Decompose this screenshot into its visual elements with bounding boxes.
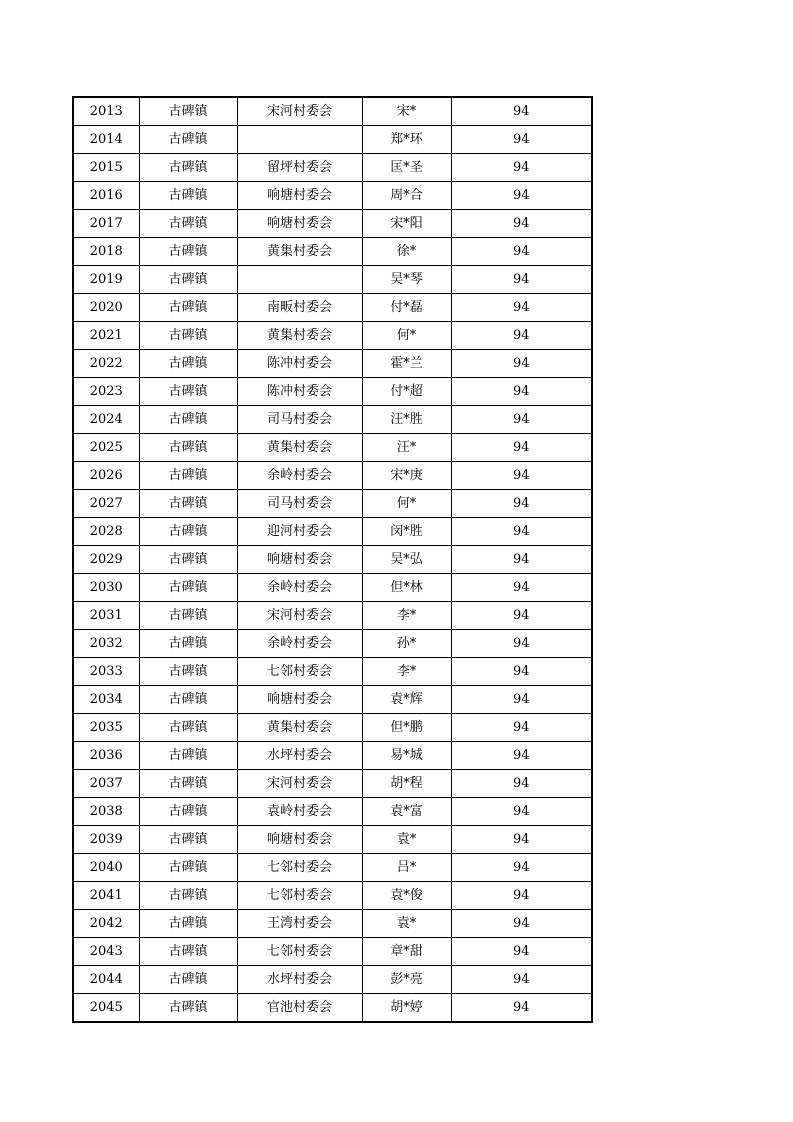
table-row	[73, 97, 592, 126]
table-row	[73, 490, 592, 518]
row-number-cell: 2018	[73, 238, 139, 266]
town-cell: 古碑镇	[139, 602, 237, 630]
score-cell: 94	[451, 574, 592, 602]
row-number-cell: 2031	[73, 602, 139, 630]
table-row	[73, 630, 592, 658]
row-number-cell: 2040	[73, 854, 139, 882]
name-cell: 章*甜	[362, 938, 451, 966]
name-cell: 何*	[362, 490, 451, 518]
row-number-cell: 2013	[73, 97, 139, 126]
town-cell: 古碑镇	[139, 574, 237, 602]
town-cell: 古碑镇	[139, 406, 237, 434]
town-cell: 古碑镇	[139, 322, 237, 350]
name-cell: 袁*	[362, 910, 451, 938]
village-cell: 响塘村委会	[237, 182, 362, 210]
village-cell: 陈冲村委会	[237, 350, 362, 378]
village-cell: 响塘村委会	[237, 826, 362, 854]
name-cell: 易*城	[362, 742, 451, 770]
town-cell: 古碑镇	[139, 266, 237, 294]
town-cell: 古碑镇	[139, 126, 237, 154]
name-cell: 袁*俊	[362, 882, 451, 910]
row-number-cell: 2026	[73, 462, 139, 490]
village-cell: 南畈村委会	[237, 294, 362, 322]
village-cell: 王湾村委会	[237, 910, 362, 938]
row-number-cell: 2042	[73, 910, 139, 938]
score-cell: 94	[451, 994, 592, 1023]
name-cell: 吴*琴	[362, 266, 451, 294]
village-cell: 黄集村委会	[237, 434, 362, 462]
village-cell	[237, 126, 362, 154]
table-row	[73, 182, 592, 210]
town-cell: 古碑镇	[139, 994, 237, 1023]
town-cell: 古碑镇	[139, 854, 237, 882]
score-cell: 94	[451, 406, 592, 434]
row-number-cell: 2032	[73, 630, 139, 658]
town-cell: 古碑镇	[139, 742, 237, 770]
table-row	[73, 854, 592, 882]
town-cell: 古碑镇	[139, 966, 237, 994]
row-number-cell: 2039	[73, 826, 139, 854]
name-cell: 霍*兰	[362, 350, 451, 378]
table-row	[73, 658, 592, 686]
name-cell: 周*合	[362, 182, 451, 210]
row-number-cell: 2045	[73, 994, 139, 1023]
score-cell: 94	[451, 266, 592, 294]
row-number-cell: 2022	[73, 350, 139, 378]
village-cell: 余岭村委会	[237, 462, 362, 490]
name-cell: 徐*	[362, 238, 451, 266]
table-row	[73, 574, 592, 602]
table-row	[73, 210, 592, 238]
row-number-cell: 2030	[73, 574, 139, 602]
row-number-cell: 2017	[73, 210, 139, 238]
village-cell: 七邻村委会	[237, 854, 362, 882]
village-cell: 七邻村委会	[237, 882, 362, 910]
table-row	[73, 546, 592, 574]
score-cell: 94	[451, 97, 592, 126]
name-cell: 李*	[362, 602, 451, 630]
data-table	[72, 96, 593, 1023]
row-number-cell: 2024	[73, 406, 139, 434]
table-row	[73, 518, 592, 546]
row-number-cell: 2038	[73, 798, 139, 826]
name-cell: 袁*	[362, 826, 451, 854]
row-number-cell: 2034	[73, 686, 139, 714]
row-number-cell: 2043	[73, 938, 139, 966]
name-cell: 郑*环	[362, 126, 451, 154]
name-cell: 袁*富	[362, 798, 451, 826]
score-cell: 94	[451, 294, 592, 322]
score-cell: 94	[451, 686, 592, 714]
name-cell: 宋*阳	[362, 210, 451, 238]
name-cell: 宋*	[362, 97, 451, 126]
score-cell: 94	[451, 742, 592, 770]
village-cell: 余岭村委会	[237, 574, 362, 602]
table-row	[73, 742, 592, 770]
name-cell: 吴*弘	[362, 546, 451, 574]
table-row	[73, 686, 592, 714]
name-cell: 但*林	[362, 574, 451, 602]
name-cell: 付*超	[362, 378, 451, 406]
score-cell: 94	[451, 154, 592, 182]
row-number-cell: 2044	[73, 966, 139, 994]
table-row	[73, 154, 592, 182]
row-number-cell: 2021	[73, 322, 139, 350]
score-cell: 94	[451, 798, 592, 826]
score-cell: 94	[451, 714, 592, 742]
table-row	[73, 770, 592, 798]
table-row	[73, 434, 592, 462]
table-row	[73, 826, 592, 854]
name-cell: 胡*程	[362, 770, 451, 798]
village-cell: 水坪村委会	[237, 742, 362, 770]
table-row	[73, 378, 592, 406]
table-row	[73, 126, 592, 154]
name-cell: 吕*	[362, 854, 451, 882]
town-cell: 古碑镇	[139, 798, 237, 826]
town-cell: 古碑镇	[139, 630, 237, 658]
score-cell: 94	[451, 518, 592, 546]
name-cell: 李*	[362, 658, 451, 686]
score-cell: 94	[451, 182, 592, 210]
village-cell: 司马村委会	[237, 490, 362, 518]
score-cell: 94	[451, 434, 592, 462]
row-number-cell: 2014	[73, 126, 139, 154]
name-cell: 汪*胜	[362, 406, 451, 434]
table-row	[73, 882, 592, 910]
score-cell: 94	[451, 350, 592, 378]
name-cell: 胡*婷	[362, 994, 451, 1023]
table-row	[73, 938, 592, 966]
row-number-cell: 2029	[73, 546, 139, 574]
town-cell: 古碑镇	[139, 462, 237, 490]
town-cell: 古碑镇	[139, 826, 237, 854]
row-number-cell: 2033	[73, 658, 139, 686]
name-cell: 闵*胜	[362, 518, 451, 546]
table-body	[73, 97, 592, 1022]
village-cell: 响塘村委会	[237, 546, 362, 574]
village-cell: 宋河村委会	[237, 770, 362, 798]
village-cell: 七邻村委会	[237, 938, 362, 966]
village-cell: 水坪村委会	[237, 966, 362, 994]
village-cell: 黄集村委会	[237, 238, 362, 266]
name-cell: 汪*	[362, 434, 451, 462]
village-cell: 官池村委会	[237, 994, 362, 1023]
town-cell: 古碑镇	[139, 434, 237, 462]
table-row	[73, 798, 592, 826]
town-cell: 古碑镇	[139, 910, 237, 938]
village-cell: 留坪村委会	[237, 154, 362, 182]
name-cell: 匡*圣	[362, 154, 451, 182]
town-cell: 古碑镇	[139, 658, 237, 686]
row-number-cell: 2041	[73, 882, 139, 910]
town-cell: 古碑镇	[139, 490, 237, 518]
village-cell: 陈冲村委会	[237, 378, 362, 406]
village-cell: 迎河村委会	[237, 518, 362, 546]
score-cell: 94	[451, 938, 592, 966]
table-row	[73, 294, 592, 322]
town-cell: 古碑镇	[139, 182, 237, 210]
village-cell: 袁岭村委会	[237, 798, 362, 826]
row-number-cell: 2016	[73, 182, 139, 210]
town-cell: 古碑镇	[139, 97, 237, 126]
table-row	[73, 714, 592, 742]
village-cell	[237, 266, 362, 294]
name-cell: 付*磊	[362, 294, 451, 322]
town-cell: 古碑镇	[139, 546, 237, 574]
score-cell: 94	[451, 630, 592, 658]
row-number-cell: 2035	[73, 714, 139, 742]
table-row	[73, 602, 592, 630]
name-cell: 何*	[362, 322, 451, 350]
village-cell: 七邻村委会	[237, 658, 362, 686]
town-cell: 古碑镇	[139, 882, 237, 910]
village-cell: 余岭村委会	[237, 630, 362, 658]
town-cell: 古碑镇	[139, 294, 237, 322]
village-cell: 宋河村委会	[237, 602, 362, 630]
table-row	[73, 350, 592, 378]
town-cell: 古碑镇	[139, 770, 237, 798]
town-cell: 古碑镇	[139, 686, 237, 714]
name-cell: 袁*辉	[362, 686, 451, 714]
town-cell: 古碑镇	[139, 518, 237, 546]
score-cell: 94	[451, 378, 592, 406]
name-cell: 宋*庚	[362, 462, 451, 490]
village-cell: 响塘村委会	[237, 210, 362, 238]
name-cell: 但*鹏	[362, 714, 451, 742]
town-cell: 古碑镇	[139, 378, 237, 406]
table-row	[73, 462, 592, 490]
town-cell: 古碑镇	[139, 154, 237, 182]
score-cell: 94	[451, 322, 592, 350]
score-cell: 94	[451, 770, 592, 798]
village-cell: 黄集村委会	[237, 322, 362, 350]
row-number-cell: 2023	[73, 378, 139, 406]
score-cell: 94	[451, 210, 592, 238]
score-cell: 94	[451, 126, 592, 154]
row-number-cell: 2027	[73, 490, 139, 518]
score-cell: 94	[451, 602, 592, 630]
score-cell: 94	[451, 546, 592, 574]
town-cell: 古碑镇	[139, 938, 237, 966]
row-number-cell: 2037	[73, 770, 139, 798]
score-cell: 94	[451, 462, 592, 490]
village-cell: 响塘村委会	[237, 686, 362, 714]
town-cell: 古碑镇	[139, 714, 237, 742]
row-number-cell: 2025	[73, 434, 139, 462]
score-cell: 94	[451, 826, 592, 854]
row-number-cell: 2028	[73, 518, 139, 546]
score-cell: 94	[451, 238, 592, 266]
table-row	[73, 322, 592, 350]
score-cell: 94	[451, 658, 592, 686]
row-number-cell: 2015	[73, 154, 139, 182]
score-cell: 94	[451, 490, 592, 518]
name-cell: 彭*亮	[362, 966, 451, 994]
row-number-cell: 2036	[73, 742, 139, 770]
row-number-cell: 2020	[73, 294, 139, 322]
table-row	[73, 266, 592, 294]
table-row	[73, 238, 592, 266]
town-cell: 古碑镇	[139, 350, 237, 378]
row-number-cell: 2019	[73, 266, 139, 294]
table-row	[73, 966, 592, 994]
table-row	[73, 910, 592, 938]
village-cell: 司马村委会	[237, 406, 362, 434]
town-cell: 古碑镇	[139, 238, 237, 266]
score-cell: 94	[451, 966, 592, 994]
name-cell: 孙*	[362, 630, 451, 658]
village-cell: 宋河村委会	[237, 97, 362, 126]
score-cell: 94	[451, 854, 592, 882]
village-cell: 黄集村委会	[237, 714, 362, 742]
score-cell: 94	[451, 882, 592, 910]
table-row	[73, 406, 592, 434]
town-cell: 古碑镇	[139, 210, 237, 238]
score-cell: 94	[451, 910, 592, 938]
table-row	[73, 994, 592, 1023]
